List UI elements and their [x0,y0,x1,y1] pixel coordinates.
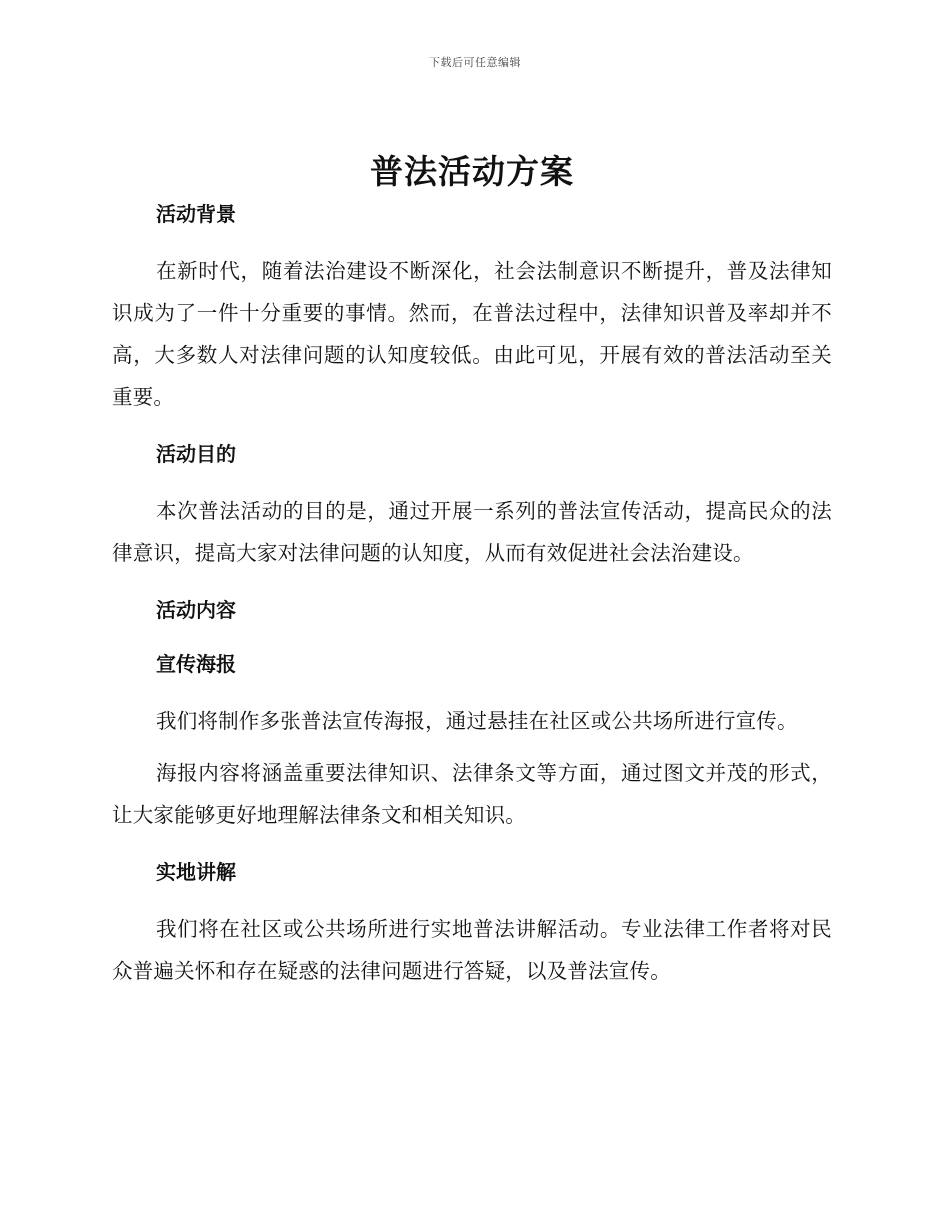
section-heading-background: 活动背景 [156,202,236,226]
subsection-paragraph-poster-1: 我们将制作多张普法宣传海报，通过悬挂在社区或公共场所进行宣传。 [156,709,798,733]
subsection-paragraph-onsite: 我们将在社区或公共场所进行实地普法讲解活动。专业法律工作者将对民众普遍关怀和存在疑惑的法律问题进行答疑，以及普法宣传。 [112,917,832,983]
document-body [112,150,832,992]
subsection-paragraph-poster-2: 海报内容将涵盖重要法律知识、法律条文等方面，通过图文并茂的形式，让大家能够更好地理解法律条文和相关知识。 [112,761,832,827]
document-title: 普法活动方案 [370,152,574,191]
section-heading-content: 活动内容 [156,598,236,622]
subsection-heading-onsite: 实地讲解 [156,860,236,884]
section-paragraph-background: 在新时代，随着法治建设不断深化，社会法制意识不断提升，普及法律知识成为了一件十分重要的事情。然而，在普法过程中，法律知识普及率却并不高，大多数人对法律问题的认知度较低。由此可见，开展有效的普法活动至关重要。 [112,259,832,409]
section-heading-goal: 活动目的 [156,442,236,466]
page-header: 下载后可任意编辑 [429,56,521,69]
subsection-heading-poster: 宣传海报 [156,652,236,676]
section-paragraph-goal: 本次普法活动的目的是，通过开展一系列的普法宣传活动，提高民众的法律意识，提高大家对法律问题的认知度，从而有效促进社会法治建设。 [112,499,832,565]
